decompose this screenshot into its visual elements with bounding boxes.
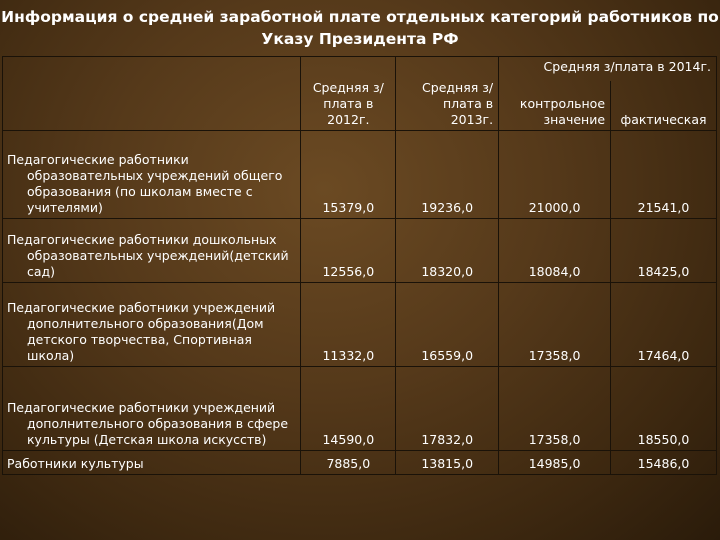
row-label <box>3 283 301 367</box>
row-label <box>3 131 301 219</box>
row-label <box>3 367 301 451</box>
table-row <box>3 219 717 283</box>
header-actual-label: фактическая <box>620 112 707 127</box>
cell-actual: 21541,0 <box>611 131 717 219</box>
cell-target: 17358,0 <box>499 283 611 367</box>
cell-actual: 15486,0 <box>611 451 717 475</box>
header-avg-2013-label: Средняя з/плата в 2013г. <box>422 80 494 127</box>
salary-table <box>2 56 717 475</box>
cell-2012: 7885,0 <box>301 451 396 475</box>
cell-target: 14985,0 <box>499 451 611 475</box>
header-target <box>499 81 611 131</box>
cell-actual: 18425,0 <box>611 219 717 283</box>
header-avg-2014-label: Средняя з/плата в 2014г. <box>543 59 711 74</box>
cell-2013: 16559,0 <box>396 283 499 367</box>
header-avg-2014 <box>499 57 717 81</box>
row-label-text: Работники культуры <box>7 456 144 471</box>
salary-table-body <box>3 131 717 475</box>
cell-2012: 11332,0 <box>301 283 396 367</box>
cell-target: 18084,0 <box>499 219 611 283</box>
table-row <box>3 131 717 219</box>
cell-2012: 12556,0 <box>301 219 396 283</box>
cell-2013: 17832,0 <box>396 367 499 451</box>
row-label-text: Педагогические работники дошкольных образовательных учреждений(детский сад) <box>7 232 289 279</box>
page-title <box>0 6 720 50</box>
salary-table-header <box>3 57 717 131</box>
header-avg-2013 <box>396 57 499 131</box>
cell-actual: 18550,0 <box>611 367 717 451</box>
cell-actual: 17464,0 <box>611 283 717 367</box>
cell-2013: 18320,0 <box>396 219 499 283</box>
page-title-line1: Информация о средней заработной плате отдельных категорий работников по <box>1 8 719 26</box>
cell-2013: 19236,0 <box>396 131 499 219</box>
cell-target: 21000,0 <box>499 131 611 219</box>
cell-2013: 13815,0 <box>396 451 499 475</box>
header-avg-2012-label: Средняя з/плата в 2012г. <box>312 80 384 127</box>
row-label-text: Педагогические работники образовательных учреждений общего образования (по школам вместе с учителями) <box>7 152 283 215</box>
table-row <box>3 451 717 475</box>
row-label-text: Педагогические работники учреждений дополнительного образования в сфере культуры (Детская школа искусств) <box>7 400 289 447</box>
row-label-text: Педагогические работники учреждений дополнительного образования(Дом детского творчества, Спортивная школа) <box>7 300 276 363</box>
header-empty-cell <box>3 57 301 131</box>
header-actual <box>611 81 717 131</box>
page-title-line2: Указу Президента РФ <box>261 30 459 48</box>
header-avg-2012 <box>301 57 396 131</box>
table-row <box>3 367 717 451</box>
row-label <box>3 219 301 283</box>
header-target-label: контрольное значение <box>519 96 606 127</box>
cell-2012: 14590,0 <box>301 367 396 451</box>
table-row <box>3 283 717 367</box>
cell-2012: 15379,0 <box>301 131 396 219</box>
cell-target: 17358,0 <box>499 367 611 451</box>
row-label <box>3 451 301 475</box>
